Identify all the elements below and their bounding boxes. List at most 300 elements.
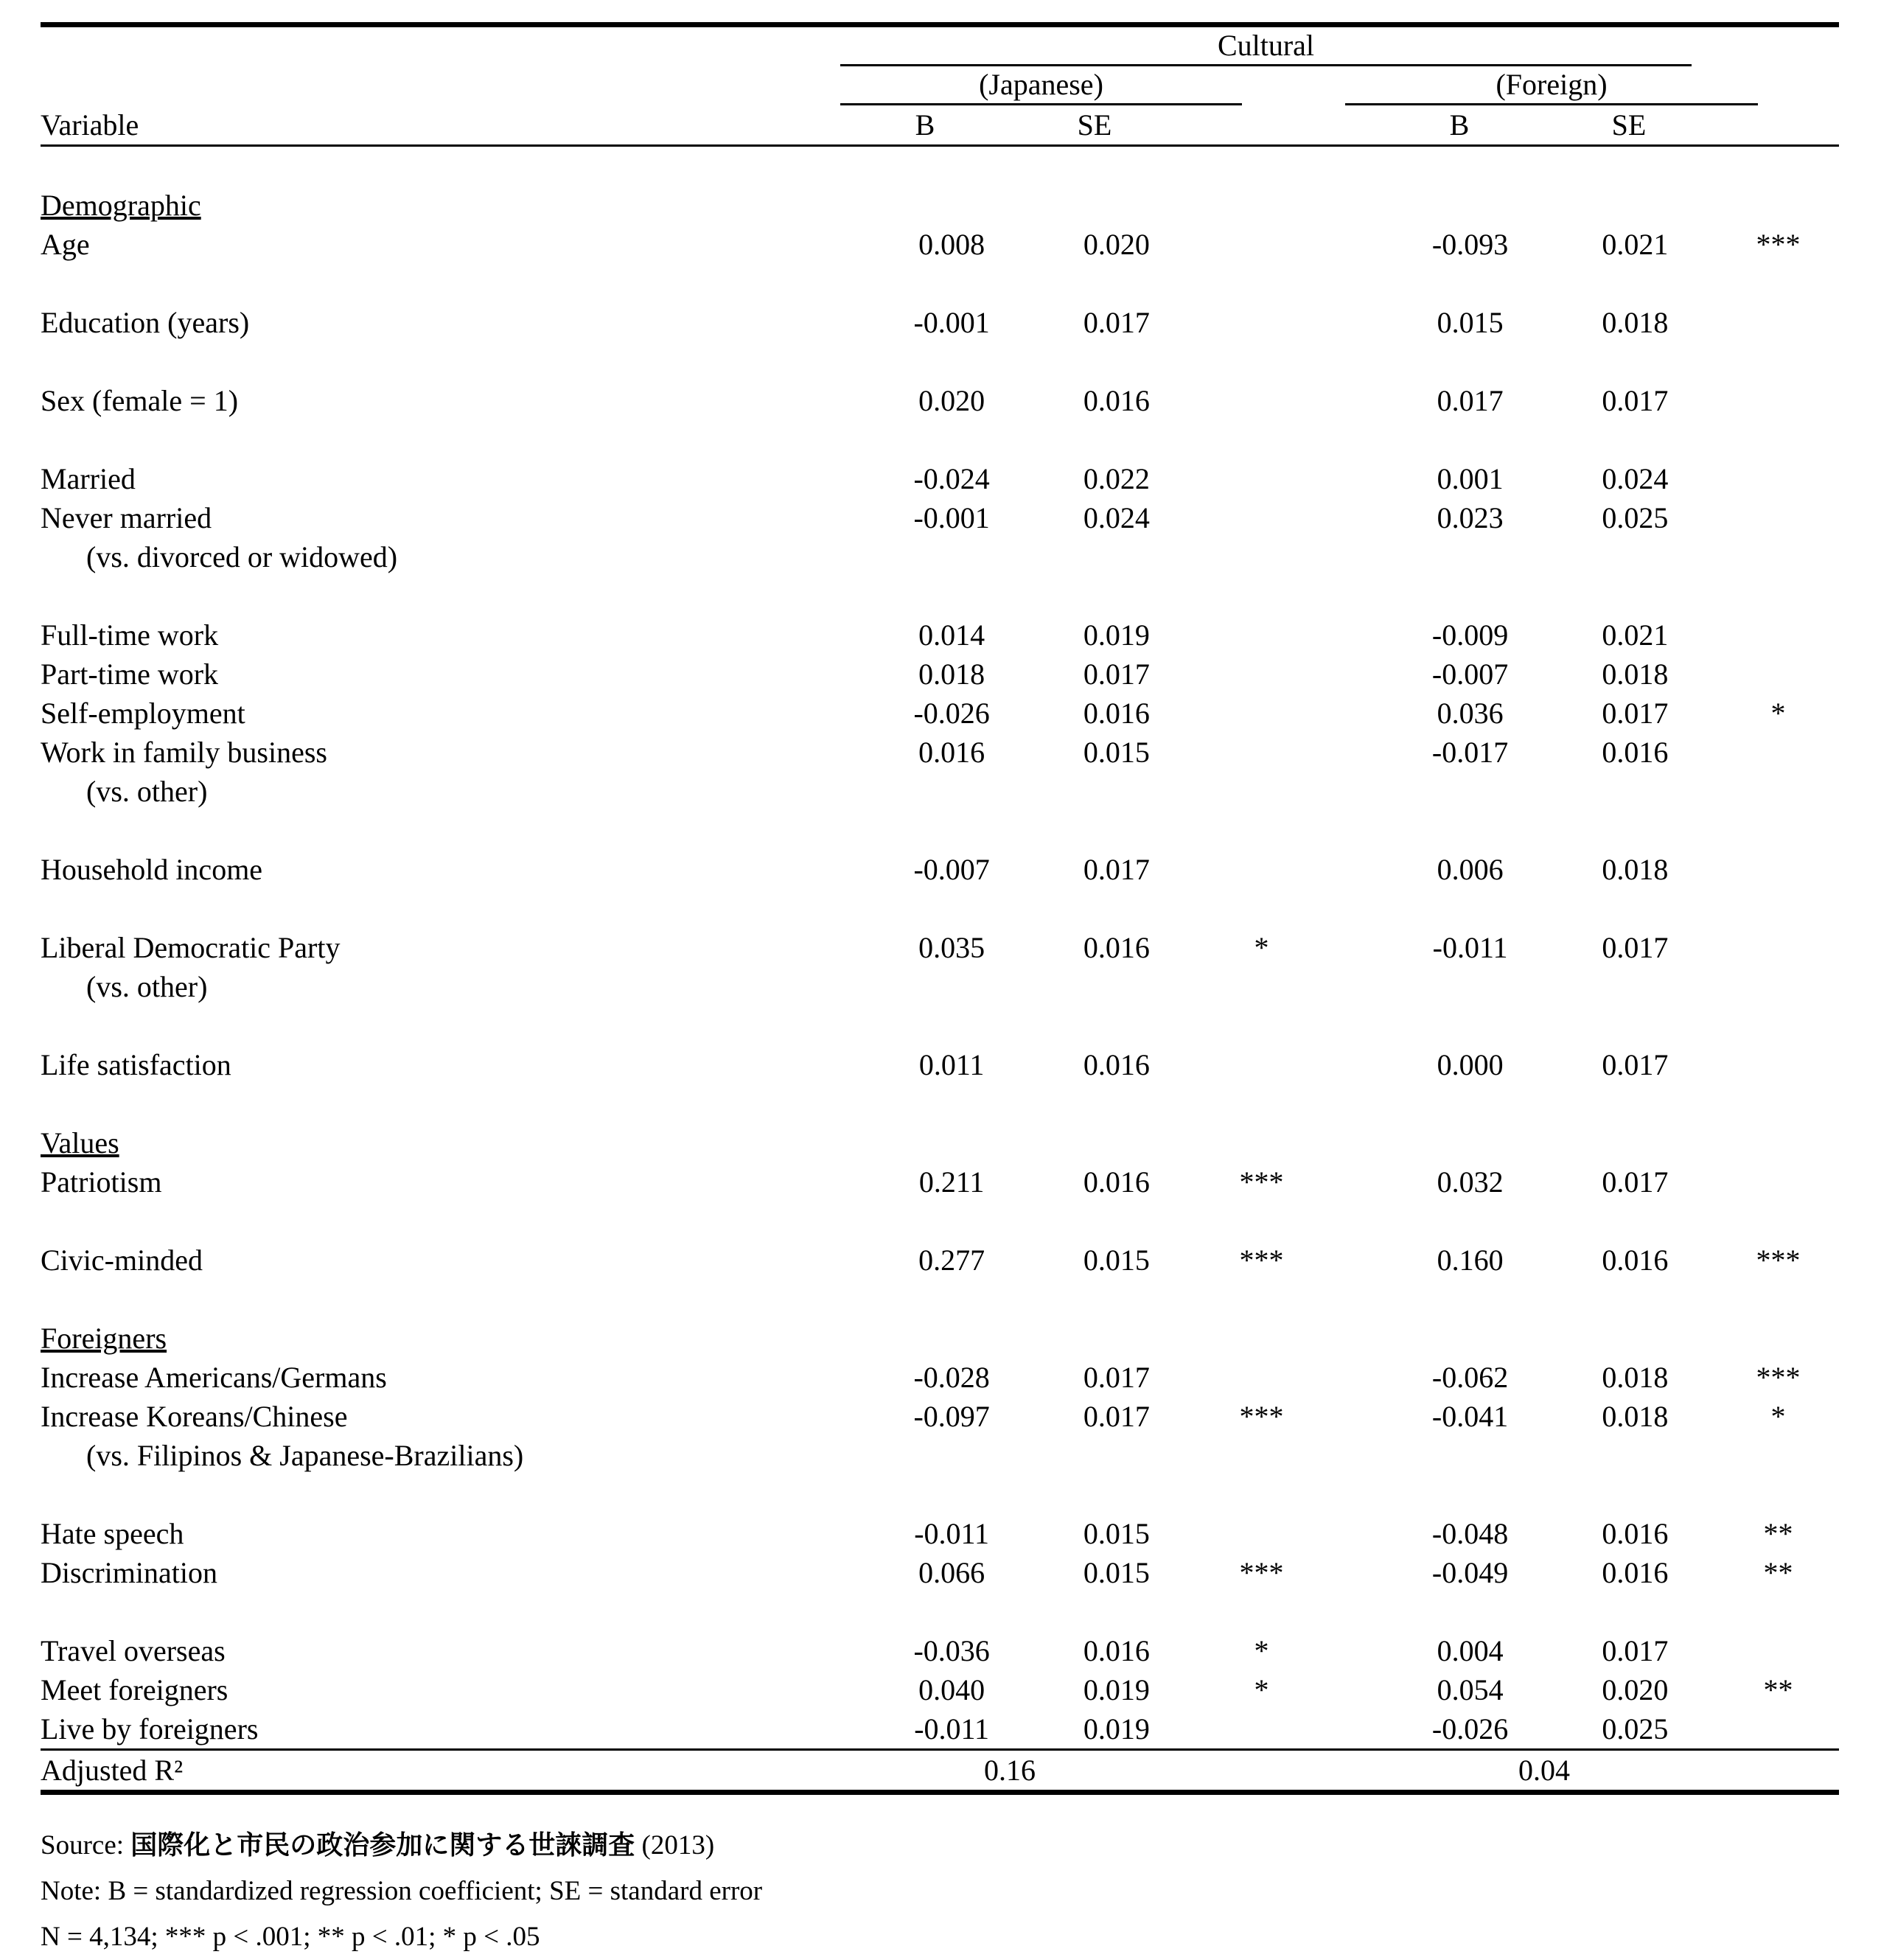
- cell-se-japanese: 0.022: [1083, 462, 1150, 495]
- row-spacer: [41, 1475, 1839, 1514]
- section-header-empty-cell: [1717, 1319, 1839, 1358]
- cell-sig-foreign: ***: [1756, 228, 1801, 261]
- subgroup-rule-japanese: [840, 103, 1242, 105]
- row-label: Work in family business: [41, 736, 327, 769]
- cell-sig-foreign: [1717, 1709, 1839, 1748]
- table-row: [41, 694, 1839, 733]
- spacer-cell: [41, 1202, 1839, 1241]
- cell-spacer: [1324, 1709, 1387, 1748]
- cell-b-japanese: -0.011: [914, 1517, 990, 1550]
- note-definition-line: Note: B = standardized regression coefficient; SE = standard error: [41, 1876, 763, 1906]
- col-header-sig-japanese: [1179, 105, 1308, 144]
- cell-sig-japanese: [1199, 498, 1325, 537]
- cell-b-japanese: 0.016: [918, 736, 985, 769]
- cell-sig-foreign: [1717, 733, 1839, 772]
- table-row: [41, 928, 1839, 967]
- data-table: [41, 147, 1839, 1748]
- cell-b-foreign: 0.015: [1437, 306, 1504, 339]
- cell-sig-japanese: [1199, 772, 1325, 811]
- row-label: Increase Koreans/Chinese: [41, 1400, 348, 1433]
- cell-se-japanese: 0.015: [1083, 1517, 1150, 1550]
- cell-sig-foreign: [1717, 850, 1839, 889]
- table-row: [41, 733, 1839, 772]
- cell-spacer: [1324, 1358, 1387, 1397]
- col-header-sig-foreign: [1714, 105, 1839, 144]
- cell-sig-japanese: [1199, 537, 1325, 576]
- cell-sig-japanese: *: [1254, 1673, 1269, 1706]
- table-row: [41, 459, 1839, 498]
- cell-sig-foreign: **: [1763, 1517, 1793, 1550]
- cell-se-japanese: [1034, 537, 1198, 576]
- cell-se-japanese: [1034, 1436, 1198, 1475]
- section-header-empty-cell: [1553, 1123, 1717, 1162]
- table-row: [41, 1162, 1839, 1202]
- column-header-table: [41, 105, 1839, 144]
- section-header-empty-cell: [1034, 1319, 1198, 1358]
- cell-sig-foreign: [1717, 459, 1839, 498]
- cell-se-japanese: 0.015: [1083, 1556, 1150, 1589]
- section-header-empty-cell: [1553, 186, 1717, 225]
- cell-sig-japanese: ***: [1239, 1556, 1284, 1589]
- cell-se-foreign: 0.025: [1602, 1712, 1669, 1745]
- section-header-empty-cell: [1324, 1123, 1387, 1162]
- cell-b-japanese: [869, 537, 1034, 576]
- table-row: [41, 381, 1839, 420]
- table-row: [41, 303, 1839, 342]
- spacer-cell: [41, 1084, 1839, 1123]
- section-header-empty-cell: [1034, 186, 1198, 225]
- section-header-empty-cell: [1717, 1123, 1839, 1162]
- cell-spacer: [1324, 655, 1387, 694]
- cell-b-japanese: 0.066: [918, 1556, 985, 1589]
- column-header-row: [41, 105, 1839, 144]
- cell-se-japanese: 0.024: [1083, 501, 1150, 534]
- section-title-text: Values: [41, 1126, 119, 1159]
- section-header-row: [41, 1319, 1839, 1358]
- cell-se-foreign: 0.017: [1602, 697, 1669, 730]
- row-spacer: [41, 1280, 1839, 1319]
- cell-se-foreign: 0.017: [1602, 1165, 1669, 1199]
- cell-sig-foreign: [1717, 928, 1839, 967]
- col-header-b-foreign: B: [1449, 108, 1470, 142]
- cell-spacer: [1324, 225, 1387, 264]
- row-spacer: [41, 420, 1839, 459]
- table-row: [41, 1631, 1839, 1670]
- cell-b-foreign: 0.032: [1437, 1165, 1504, 1199]
- cell-se-japanese: 0.019: [1083, 1712, 1150, 1745]
- cell-sig-japanese: [1199, 1436, 1325, 1475]
- cell-se-foreign: 0.016: [1602, 736, 1669, 769]
- cell-spacer: [1324, 1553, 1387, 1592]
- col-header-se-foreign: SE: [1611, 108, 1647, 142]
- cell-se-japanese: 0.017: [1083, 1361, 1150, 1394]
- cell-b-japanese: [869, 1436, 1034, 1475]
- cell-se-foreign: 0.017: [1602, 1634, 1669, 1667]
- section-header-label: [41, 186, 869, 225]
- cell-b-foreign: 0.023: [1437, 501, 1504, 534]
- row-label: Discrimination: [41, 1556, 217, 1589]
- cell-b-japanese: -0.007: [913, 853, 990, 886]
- section-header-empty-cell: [869, 186, 1034, 225]
- adjusted-r2-spacer: [1308, 1751, 1375, 1790]
- section-header-label: [41, 1319, 869, 1358]
- cell-b-japanese: 0.211: [918, 1165, 985, 1199]
- row-label: Patriotism: [41, 1165, 162, 1199]
- row-spacer: [41, 811, 1839, 850]
- section-header-empty-cell: [1199, 186, 1325, 225]
- cell-sig-foreign: *: [1770, 697, 1786, 730]
- table-row: [41, 537, 1839, 576]
- row-label: Part-time work: [41, 658, 219, 691]
- spacer-cell: [41, 1475, 1839, 1514]
- section-title-text: Foreigners: [41, 1322, 167, 1355]
- cell-sig-japanese: [1199, 1709, 1325, 1748]
- cell-b-foreign: -0.062: [1431, 1361, 1509, 1394]
- cell-sig-japanese: [1199, 655, 1325, 694]
- span-header-cultural: [41, 27, 1839, 66]
- row-label: Sex (female = 1): [41, 384, 239, 417]
- cell-spacer: [1324, 694, 1387, 733]
- cell-b-foreign: 0.017: [1437, 384, 1504, 417]
- cell-b-japanese: -0.024: [913, 462, 990, 495]
- cell-sig-foreign: *: [1770, 1400, 1786, 1433]
- cell-b-japanese: -0.011: [914, 1712, 990, 1745]
- cell-se-japanese: [1034, 772, 1198, 811]
- cell-se-foreign: 0.020: [1602, 1673, 1669, 1706]
- source-line: [41, 1823, 1839, 1869]
- row-spacer: [41, 1084, 1839, 1123]
- section-header-empty-cell: [1388, 1319, 1553, 1358]
- cell-b-foreign: [1388, 1436, 1553, 1475]
- cell-sig-foreign: ***: [1756, 1244, 1801, 1277]
- cell-sig-foreign: [1717, 772, 1839, 811]
- cell-sig-japanese: [1199, 303, 1325, 342]
- cell-b-foreign: -0.011: [1432, 931, 1508, 964]
- cell-sig-foreign: [1717, 303, 1839, 342]
- cell-se-foreign: 0.018: [1602, 853, 1669, 886]
- row-label: Age: [41, 228, 90, 261]
- cell-sig-foreign: **: [1763, 1556, 1793, 1589]
- cell-b-foreign: -0.093: [1431, 228, 1509, 261]
- cell-se-japanese: 0.019: [1083, 1673, 1150, 1706]
- cell-sig-japanese: ***: [1239, 1165, 1284, 1199]
- cell-se-foreign: 0.025: [1602, 501, 1669, 534]
- section-header-empty-cell: [1034, 1123, 1198, 1162]
- section-header-empty-cell: [1388, 186, 1553, 225]
- cell-sig-japanese: ***: [1239, 1400, 1284, 1433]
- cell-spacer: [1324, 1241, 1387, 1280]
- section-header-empty-cell: [1324, 186, 1387, 225]
- row-spacer: [41, 576, 1839, 615]
- section-header-empty-cell: [1717, 186, 1839, 225]
- cell-b-japanese: 0.011: [918, 1048, 985, 1081]
- table-row: [41, 1514, 1839, 1553]
- row-label: Liberal Democratic Party: [41, 931, 341, 964]
- cell-se-foreign: [1553, 1436, 1717, 1475]
- cell-b-foreign: 0.054: [1437, 1673, 1504, 1706]
- cell-se-japanese: 0.016: [1083, 1634, 1150, 1667]
- cell-sig-foreign: [1717, 537, 1839, 576]
- table-row: [41, 225, 1839, 264]
- col-header-se-japanese: SE: [1077, 108, 1112, 142]
- section-header-row: [41, 1123, 1839, 1162]
- cell-spacer: [1324, 498, 1387, 537]
- cell-spacer: [1324, 733, 1387, 772]
- cell-se-foreign: 0.016: [1602, 1556, 1669, 1589]
- spacer-cell: [41, 342, 1839, 381]
- cell-sig-japanese: [1199, 1045, 1325, 1084]
- source-prefix: Source:: [41, 1830, 131, 1860]
- row-label: Life satisfaction: [41, 1048, 231, 1081]
- cell-se-foreign: 0.018: [1602, 658, 1669, 691]
- row-label: Hate speech: [41, 1517, 184, 1550]
- cell-b-foreign: -0.048: [1431, 1517, 1509, 1550]
- adjusted-r2-value-foreign: 0.04: [1518, 1754, 1570, 1787]
- cell-sig-japanese: [1199, 381, 1325, 420]
- bottom-border-rule: [41, 1790, 1839, 1795]
- cell-b-japanese: 0.035: [918, 931, 985, 964]
- cell-b-foreign: 0.036: [1437, 697, 1504, 730]
- adjusted-r2-row: [41, 1751, 1839, 1790]
- table-row: [41, 1045, 1839, 1084]
- group-header-label: Cultural: [1217, 29, 1315, 62]
- row-spacer: [41, 1006, 1839, 1045]
- section-header-empty-cell: [1553, 1319, 1717, 1358]
- row-spacer: [41, 147, 1839, 186]
- spacer-cell: [41, 1006, 1839, 1045]
- cell-sig-japanese: [1199, 459, 1325, 498]
- cell-spacer: [1324, 1397, 1387, 1436]
- cell-b-foreign: 0.160: [1437, 1244, 1504, 1277]
- cell-b-japanese: [869, 967, 1034, 1006]
- cell-b-foreign: -0.009: [1431, 618, 1509, 652]
- summary-table: [41, 1751, 1839, 1790]
- table-row: [41, 967, 1839, 1006]
- cell-sig-japanese: [1199, 1358, 1325, 1397]
- row-spacer: [41, 264, 1839, 303]
- row-label: (vs. other): [86, 970, 208, 1003]
- cell-b-japanese: -0.036: [913, 1634, 990, 1667]
- cell-b-japanese: -0.028: [913, 1361, 990, 1394]
- section-header-row: [41, 186, 1839, 225]
- cell-spacer: [1324, 537, 1387, 576]
- span-header-subgroups: [41, 66, 1839, 105]
- cell-se-japanese: 0.015: [1083, 736, 1150, 769]
- col-header-b-japanese: B: [915, 108, 935, 142]
- cell-se-foreign: 0.024: [1602, 462, 1669, 495]
- cell-b-foreign: -0.007: [1431, 658, 1509, 691]
- section-header-empty-cell: [1199, 1319, 1325, 1358]
- cell-se-foreign: 0.021: [1602, 228, 1669, 261]
- cell-b-foreign: [1388, 967, 1553, 1006]
- row-spacer: [41, 1202, 1839, 1241]
- section-title-text: Demographic: [41, 189, 201, 222]
- cell-spacer: [1324, 928, 1387, 967]
- col-spacer: [1308, 105, 1375, 144]
- table-notes: [41, 1823, 1839, 1960]
- cell-sig-japanese: *: [1254, 931, 1269, 964]
- adjusted-r2-sig-japanese: [1179, 1751, 1308, 1790]
- cell-se-japanese: 0.016: [1083, 931, 1150, 964]
- section-header-empty-cell: [1199, 1123, 1325, 1162]
- table-row: [41, 1670, 1839, 1709]
- cell-b-foreign: [1388, 537, 1553, 576]
- row-label: Full-time work: [41, 618, 219, 652]
- cell-se-japanese: 0.017: [1083, 853, 1150, 886]
- cell-se-japanese: 0.017: [1083, 658, 1150, 691]
- cell-b-japanese: -0.001: [913, 501, 990, 534]
- adjusted-r2-value-japanese: 0.16: [984, 1754, 1036, 1787]
- table-row: [41, 850, 1839, 889]
- cell-b-foreign: -0.041: [1431, 1400, 1509, 1433]
- source-year: (2013): [635, 1830, 715, 1860]
- cell-b-foreign: 0.004: [1437, 1634, 1504, 1667]
- row-label: Increase Americans/Germans: [41, 1361, 387, 1394]
- adjusted-r2-text: Adjusted R²: [41, 1754, 184, 1787]
- row-spacer: [41, 889, 1839, 928]
- subgroup-rule-foreign: [1345, 103, 1758, 105]
- table-row: [41, 1241, 1839, 1280]
- cell-sig-japanese: [1199, 1514, 1325, 1553]
- cell-se-japanese: 0.019: [1083, 618, 1150, 652]
- cell-se-foreign: 0.017: [1602, 384, 1669, 417]
- top-border-rule: [41, 22, 1839, 27]
- cell-sig-japanese: *: [1254, 1634, 1269, 1667]
- spacer-cell: [41, 811, 1839, 850]
- source-title-japanese: 国際化と市民の政治参加に関する世誺調査: [130, 1830, 635, 1860]
- cell-se-foreign: 0.021: [1602, 618, 1669, 652]
- cell-se-foreign: 0.018: [1602, 306, 1669, 339]
- cell-b-foreign: 0.006: [1437, 853, 1504, 886]
- cell-sig-foreign: [1717, 381, 1839, 420]
- cell-b-foreign: -0.026: [1431, 1712, 1509, 1745]
- cell-sig-japanese: [1199, 225, 1325, 264]
- row-label: (vs. divorced or widowed): [86, 540, 398, 573]
- cell-spacer: [1324, 1436, 1387, 1475]
- cell-b-japanese: 0.040: [918, 1673, 985, 1706]
- table-row: [41, 1358, 1839, 1397]
- row-label: Household income: [41, 853, 263, 886]
- cell-sig-foreign: [1717, 1631, 1839, 1670]
- col-header-variable: Variable: [41, 108, 139, 142]
- row-label: Married: [41, 462, 136, 495]
- cell-sig-japanese: [1199, 615, 1325, 655]
- cell-b-japanese: 0.008: [918, 228, 985, 261]
- note-sample-significance-line: N = 4,134; *** p < .001; ** p < .01; * p < .05: [41, 1922, 540, 1952]
- cell-sig-foreign: [1717, 655, 1839, 694]
- table-row: [41, 498, 1839, 537]
- cell-se-foreign: [1553, 772, 1717, 811]
- table-row: [41, 615, 1839, 655]
- cell-sig-japanese: [1199, 850, 1325, 889]
- cell-se-foreign: 0.016: [1602, 1244, 1669, 1277]
- row-label: Never married: [41, 501, 212, 534]
- cell-b-japanese: 0.020: [918, 384, 985, 417]
- section-header-empty-cell: [869, 1123, 1034, 1162]
- table-row: [41, 1709, 1839, 1748]
- table-page: [41, 22, 1839, 1960]
- subgroup-header-foreign: (Foreign): [1496, 68, 1608, 101]
- cell-se-japanese: 0.015: [1083, 1244, 1150, 1277]
- table-row: [41, 655, 1839, 694]
- cell-se-foreign: 0.018: [1602, 1361, 1669, 1394]
- cell-spacer: [1324, 967, 1387, 1006]
- cell-se-japanese: 0.020: [1083, 228, 1150, 261]
- cell-spacer: [1324, 1514, 1387, 1553]
- cell-sig-foreign: [1717, 1045, 1839, 1084]
- cell-se-japanese: [1034, 967, 1198, 1006]
- cell-spacer: [1324, 303, 1387, 342]
- cell-b-foreign: 0.001: [1437, 462, 1504, 495]
- row-spacer: [41, 342, 1839, 381]
- cell-spacer: [1324, 1045, 1387, 1084]
- adjusted-r2-sig-foreign: [1714, 1751, 1839, 1790]
- cell-sig-foreign: [1717, 1162, 1839, 1202]
- spacer-cell: [41, 1280, 1839, 1319]
- cell-spacer: [1324, 1162, 1387, 1202]
- cell-sig-japanese: [1199, 694, 1325, 733]
- spacer-cell: [41, 889, 1839, 928]
- cell-se-foreign: 0.016: [1602, 1517, 1669, 1550]
- cell-sig-foreign: **: [1763, 1673, 1793, 1706]
- cell-b-japanese: -0.097: [913, 1400, 990, 1433]
- table-row: [41, 1397, 1839, 1436]
- row-label: Travel overseas: [41, 1634, 226, 1667]
- cell-spacer: [1324, 1670, 1387, 1709]
- section-header-empty-cell: [869, 1319, 1034, 1358]
- cell-spacer: [1324, 381, 1387, 420]
- spacer-cell: [41, 576, 1839, 615]
- cell-se-japanese: 0.017: [1083, 306, 1150, 339]
- cell-se-japanese: 0.016: [1083, 384, 1150, 417]
- cell-sig-japanese: [1199, 967, 1325, 1006]
- cell-spacer: [1324, 615, 1387, 655]
- cell-se-foreign: [1553, 967, 1717, 1006]
- row-label: Civic-minded: [41, 1244, 203, 1277]
- cell-se-japanese: 0.016: [1083, 1048, 1150, 1081]
- cell-sig-japanese: [1199, 733, 1325, 772]
- row-label: Live by foreigners: [41, 1712, 259, 1745]
- cell-b-foreign: -0.017: [1431, 736, 1509, 769]
- cell-spacer: [1324, 459, 1387, 498]
- adjusted-r2-label: [41, 1751, 840, 1790]
- cell-se-foreign: 0.018: [1602, 1400, 1669, 1433]
- cell-se-foreign: [1553, 537, 1717, 576]
- cell-spacer: [1324, 850, 1387, 889]
- cell-se-japanese: 0.017: [1083, 1400, 1150, 1433]
- cell-b-foreign: [1388, 772, 1553, 811]
- cell-sig-foreign: [1717, 967, 1839, 1006]
- table-row: [41, 1553, 1839, 1592]
- cell-b-foreign: 0.000: [1437, 1048, 1504, 1081]
- cell-sig-foreign: [1717, 498, 1839, 537]
- cell-spacer: [1324, 1631, 1387, 1670]
- row-spacer: [41, 1592, 1839, 1631]
- section-header-empty-cell: [1388, 1123, 1553, 1162]
- cell-b-foreign: -0.049: [1431, 1556, 1509, 1589]
- spacer-cell: [41, 420, 1839, 459]
- cell-se-japanese: 0.016: [1083, 1165, 1150, 1199]
- row-label: Meet foreigners: [41, 1673, 228, 1706]
- cell-b-japanese: 0.277: [918, 1244, 985, 1277]
- cell-b-japanese: -0.001: [913, 306, 990, 339]
- table-row: [41, 1436, 1839, 1475]
- cell-b-japanese: -0.026: [913, 697, 990, 730]
- cell-sig-foreign: [1717, 615, 1839, 655]
- spacer-cell: [41, 147, 1839, 186]
- spacer-cell: [41, 264, 1839, 303]
- cell-sig-foreign: ***: [1756, 1361, 1801, 1394]
